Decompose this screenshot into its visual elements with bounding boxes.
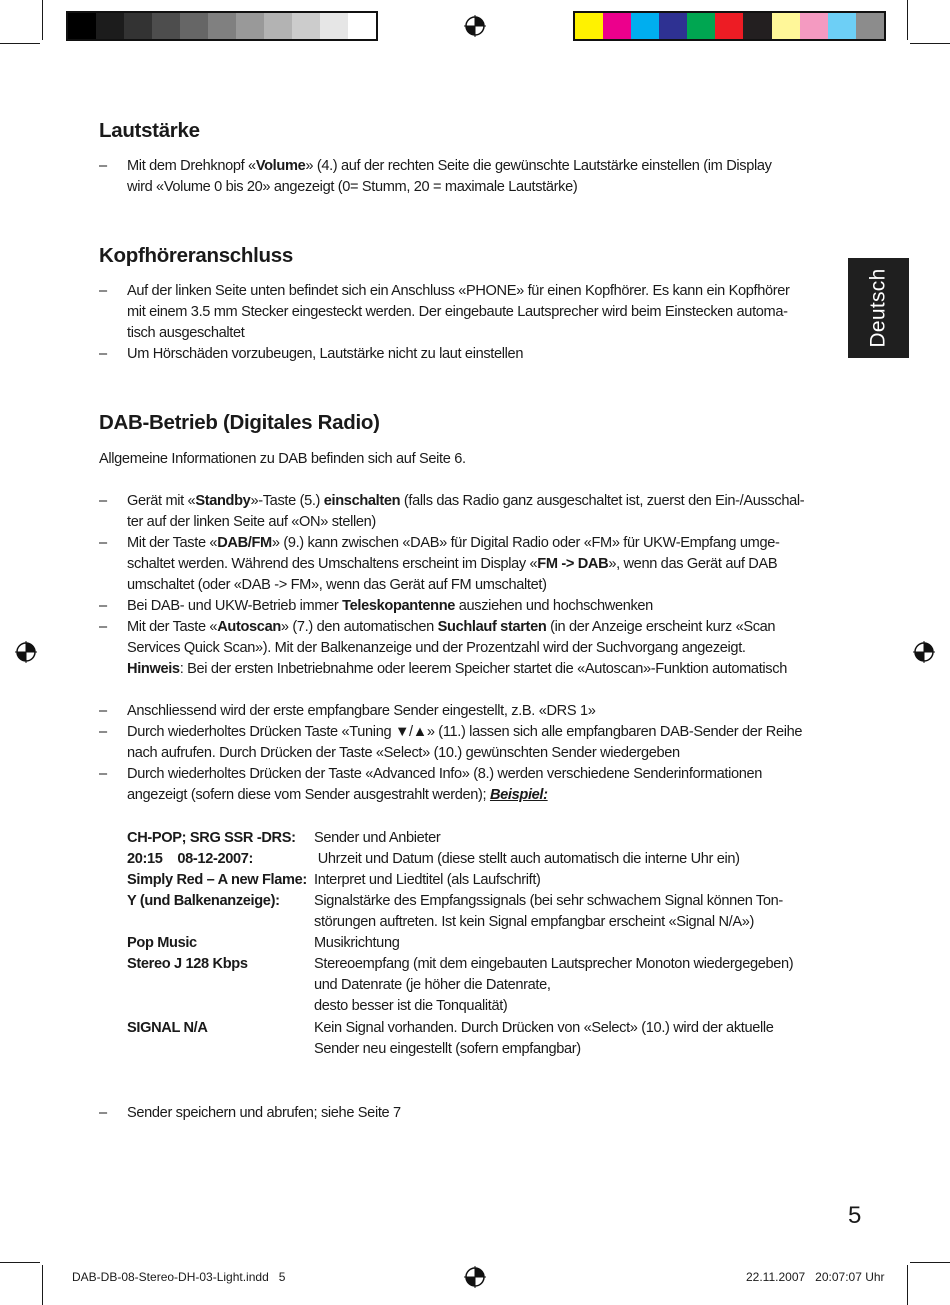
list-item: Gerät mit «Standby»-Taste (5.) einschalten (falls das Radio ganz ausgeschaltet ist, zuerst den Ein-/Ausschal- [127,493,805,509]
list-item-continuation: schaltet werden. Während des Umschaltens erscheint im Display «FM -> DAB», wenn das Gerät auf DAB [127,556,778,572]
list-item: Mit der Taste «Autoscan» (7.) den automatischen Suchlauf starten (in der Anzeige erscheint kurz «Scan [127,619,776,635]
grayscale-swatch [264,13,292,39]
section-title-dab: DAB-Betrieb (Digitales Radio) [99,411,380,434]
list-dash: – [99,346,108,362]
footer-file-name: DAB-DB-08-Stereo-DH-03-Light.indd 5 [72,1270,286,1284]
note-line: Hinweis: Bei der ersten Inbetriebnahme oder leerem Speicher startet die «Autoscan»-Funktion automatisch [127,661,787,677]
crop-mark [910,43,950,44]
list-dash: – [99,158,108,174]
definition-term: CH-POP; SRG SSR -DRS: [127,830,296,846]
definition-term: 20:15 08-12-2007: [127,851,254,867]
definition-term: Simply Red – A new Flame: [127,872,307,888]
grayscale-swatch [320,13,348,39]
list-item: Durch wiederholtes Drücken der Taste «Advanced Info» (8.) werden verschiedene Senderinformationen [127,766,763,782]
definition-desc: Sender und Anbieter [314,830,441,846]
definition-term: Y (und Balkenanzeige): [127,893,280,909]
definition-desc: Interpret und Liedtitel (als Laufschrift) [314,872,541,888]
list-item-continuation: tisch ausgeschaltet [127,325,245,341]
grayscale-swatch [152,13,180,39]
grayscale-swatch [208,13,236,39]
process-color-swatch [575,13,603,39]
list-dash: – [99,619,108,635]
crop-mark [907,0,908,40]
process-color-swatch [856,13,884,39]
process-color-swatch [800,13,828,39]
process-color-swatch [715,13,743,39]
definition-term: SIGNAL N/A [127,1020,208,1036]
section-title-volume: Lautstärke [99,119,200,142]
list-item: Um Hörschäden vorzubeugen, Lautstärke nicht zu laut einstellen [127,346,524,362]
definition-desc: Kein Signal vorhanden. Durch Drücken von «Select» (10.) wird der aktuelle [314,1020,774,1036]
process-color-swatch [772,13,800,39]
definition-desc: Stereoempfang (mit dem eingebauten Lautsprecher Monoton wiedergegeben) [314,956,794,972]
list-dash: – [99,598,108,614]
process-color-swatch [603,13,631,39]
grayscale-swatch [236,13,264,39]
list-dash: – [99,703,108,719]
list-dash: – [99,493,108,509]
definition-desc: und Datenrate (je höher die Datenrate, [314,977,551,993]
list-item: Mit der Taste «DAB/FM» (9.) kann zwischen «DAB» für Digital Radio oder «FM» für UKW-Empfang umge- [127,535,780,551]
crop-mark [42,1265,43,1305]
language-tab-label: Deutsch [866,268,890,348]
crop-mark [0,43,40,44]
list-item: Mit dem Drehknopf «Volume» (4.) auf der rechten Seite die gewünschte Lautstärke einstellen (im Display [127,158,772,174]
list-item: Bei DAB- und UKW-Betrieb immer Teleskopantenne ausziehen und hochschwenken [127,598,653,614]
process-color-swatch [687,13,715,39]
list-item: Sender speichern und abrufen; siehe Seite 7 [127,1105,401,1121]
crop-mark [0,1262,40,1263]
list-item: Anschliessend wird der erste empfangbare Sender eingestellt, z.B. «DRS 1» [127,703,596,719]
grayscale-swatch [292,13,320,39]
list-item-continuation: angezeigt (sofern diese vom Sender ausgestrahlt werden); Beispiel: [127,787,548,803]
list-dash: – [99,283,108,299]
registration-mark-icon [15,641,37,663]
list-item-continuation: Services Quick Scan»). Mit der Balkenanzeige und der Prozentzahl wird der Suchvorgang angezeigt. [127,640,746,656]
process-color-swatch [631,13,659,39]
list-item-continuation: umschaltet (oder «DAB -> FM», wenn das Gerät auf FM umschaltet) [127,577,547,593]
definition-desc: Sender neu eingestellt (sofern empfangbar) [314,1041,581,1057]
definition-desc: desto besser ist die Tonqualität) [314,998,508,1014]
grayscale-swatch [68,13,96,39]
definition-term: Pop Music [127,935,197,951]
footer-timestamp: 22.11.2007 20:07:07 Uhr [746,1270,885,1284]
list-dash: – [99,1105,108,1121]
intro-text: Allgemeine Informationen zu DAB befinden sich auf Seite 6. [99,451,466,467]
registration-mark-icon [464,1266,486,1288]
definition-desc: Signalstärke des Empfangssignals (bei sehr schwachem Signal können Ton- [314,893,783,909]
process-color-swatch [828,13,856,39]
list-dash: – [99,766,108,782]
grayscale-swatch [348,13,376,39]
registration-mark-icon [913,641,935,663]
definition-desc: Musikrichtung [314,935,400,951]
list-item: Durch wiederholtes Drücken Taste «Tuning ▼/▲» (11.) lassen sich alle empfangbaren DAB-Sender der Reihe [127,724,803,740]
definition-desc: störungen auftreten. Ist kein Signal empfangbar erscheint «Signal N/A») [314,914,754,930]
list-item-continuation: mit einem 3.5 mm Stecker eingesteckt werden. Der eingebaute Lautsprecher wird beim Einstecken automa- [127,304,788,320]
list-item-continuation: wird «Volume 0 bis 20» angezeigt (0= Stumm, 20 = maximale Lautstärke) [127,179,578,195]
list-item-continuation: ter auf der linken Seite auf «ON» stellen) [127,514,376,530]
language-tab [848,258,909,358]
section-title-headphones: Kopfhöreranschluss [99,244,293,267]
grayscale-color-bar [66,11,378,41]
process-color-bar [573,11,886,41]
grayscale-swatch [96,13,124,39]
list-dash: – [99,535,108,551]
crop-mark [42,0,43,40]
grayscale-swatch [180,13,208,39]
registration-mark-icon [464,15,486,37]
list-item: Auf der linken Seite unten befindet sich ein Anschluss «PHONE» für einen Kopfhörer. Es kann ein Kopfhörer [127,283,790,299]
list-item-continuation: nach aufrufen. Durch Drücken der Taste «Select» (10.) gewünschten Sender wiedergeben [127,745,680,761]
definition-desc: Uhrzeit und Datum (diese stellt auch automatisch die interne Uhr ein) [314,851,740,867]
crop-mark [910,1262,950,1263]
list-dash: – [99,724,108,740]
definition-term: Stereo J 128 Kbps [127,956,248,972]
page-number: 5 [848,1202,862,1229]
process-color-swatch [743,13,771,39]
process-color-swatch [659,13,687,39]
grayscale-swatch [124,13,152,39]
crop-mark [907,1265,908,1305]
